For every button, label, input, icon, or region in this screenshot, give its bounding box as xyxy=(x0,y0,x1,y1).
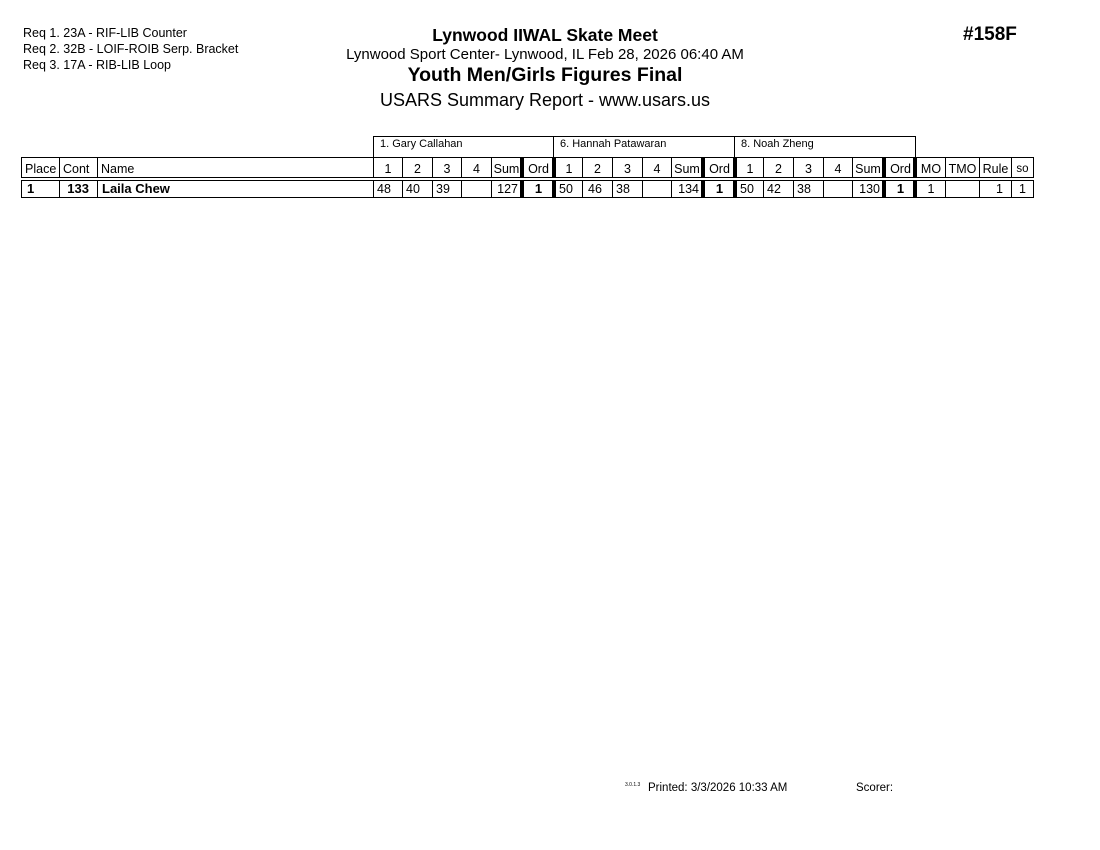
j1-col-ord: Ord xyxy=(520,157,553,178)
j3-col-2: 2 xyxy=(763,157,793,178)
j2-score-3: 38 xyxy=(612,180,642,198)
requirement-3: Req 3. 17A - RIB-LIB Loop xyxy=(23,58,172,72)
scorer-label: Scorer: xyxy=(856,782,894,794)
judge-header-3: 8. Noah Zheng xyxy=(734,136,916,158)
j2-col-4: 4 xyxy=(642,157,671,178)
meet-name: Lynwood IIWAL Skate Meet xyxy=(432,25,658,45)
row-so: 1 xyxy=(1011,180,1034,198)
venue-datetime: Lynwood Sport Center- Lynwood, IL Feb 28, 2026 06:40 AM xyxy=(346,46,744,63)
j3-col-3: 3 xyxy=(793,157,823,178)
j3-score-2: 42 xyxy=(763,180,793,198)
j3-col-sum: Sum xyxy=(852,157,883,178)
row-place: 1 xyxy=(21,180,59,198)
j3-ord: 1 xyxy=(882,180,915,198)
col-rule: Rule xyxy=(979,157,1011,178)
j2-col-3: 3 xyxy=(612,157,642,178)
j1-score-3: 39 xyxy=(432,180,461,198)
j2-score-1: 50 xyxy=(552,180,582,198)
row-mo: 1 xyxy=(913,180,945,198)
j3-score-1: 50 xyxy=(733,180,763,198)
j3-score-4 xyxy=(823,180,852,198)
report-title: USARS Summary Report - www.usars.us xyxy=(379,90,711,110)
j3-score-3: 38 xyxy=(793,180,823,198)
j1-col-sum: Sum xyxy=(491,157,521,178)
col-tmo: TMO xyxy=(945,157,979,178)
j1-sum: 127 xyxy=(491,180,521,198)
requirement-2: Req 2. 32B - LOIF-ROIB Serp. Bracket xyxy=(23,42,239,56)
j2-col-2: 2 xyxy=(582,157,612,178)
j1-score-2: 40 xyxy=(402,180,432,198)
j3-sum: 130 xyxy=(852,180,883,198)
j2-col-ord: Ord xyxy=(701,157,734,178)
j2-col-sum: Sum xyxy=(671,157,702,178)
j2-sum: 134 xyxy=(671,180,702,198)
j1-score-4 xyxy=(461,180,491,198)
version-label: 3.0.1.3 xyxy=(625,782,641,788)
j3-col-ord: Ord xyxy=(882,157,915,178)
j2-ord: 1 xyxy=(701,180,734,198)
judge-header-2: 6. Hannah Patawaran xyxy=(553,136,735,158)
j1-col-4: 4 xyxy=(461,157,491,178)
j2-col-1: 1 xyxy=(552,157,582,178)
judge-header-1: 1. Gary Callahan xyxy=(373,136,554,158)
requirement-1: Req 1. 23A - RIF-LIB Counter xyxy=(23,26,187,40)
j1-ord: 1 xyxy=(520,180,553,198)
row-rule: 1 xyxy=(979,180,1011,198)
row-tmo xyxy=(945,180,979,198)
col-place: Place xyxy=(21,157,59,178)
row-cont: 133 xyxy=(59,180,97,198)
j1-col-1: 1 xyxy=(373,157,402,178)
j2-score-4 xyxy=(642,180,671,198)
col-mo: MO xyxy=(913,157,945,178)
col-so: so xyxy=(1011,157,1034,178)
j1-col-2: 2 xyxy=(402,157,432,178)
j1-score-1: 48 xyxy=(373,180,402,198)
col-name: Name xyxy=(97,157,373,178)
j2-score-2: 46 xyxy=(582,180,612,198)
row-name: Laila Chew xyxy=(97,180,373,198)
j3-col-1: 1 xyxy=(733,157,763,178)
printed-timestamp: Printed: 3/3/2026 10:33 AM xyxy=(648,782,788,794)
event-name: Youth Men/Girls Figures Final xyxy=(407,64,683,86)
col-cont: Cont xyxy=(59,157,97,178)
j1-col-3: 3 xyxy=(432,157,461,178)
j3-col-4: 4 xyxy=(823,157,852,178)
event-number: #158F xyxy=(963,24,1017,45)
